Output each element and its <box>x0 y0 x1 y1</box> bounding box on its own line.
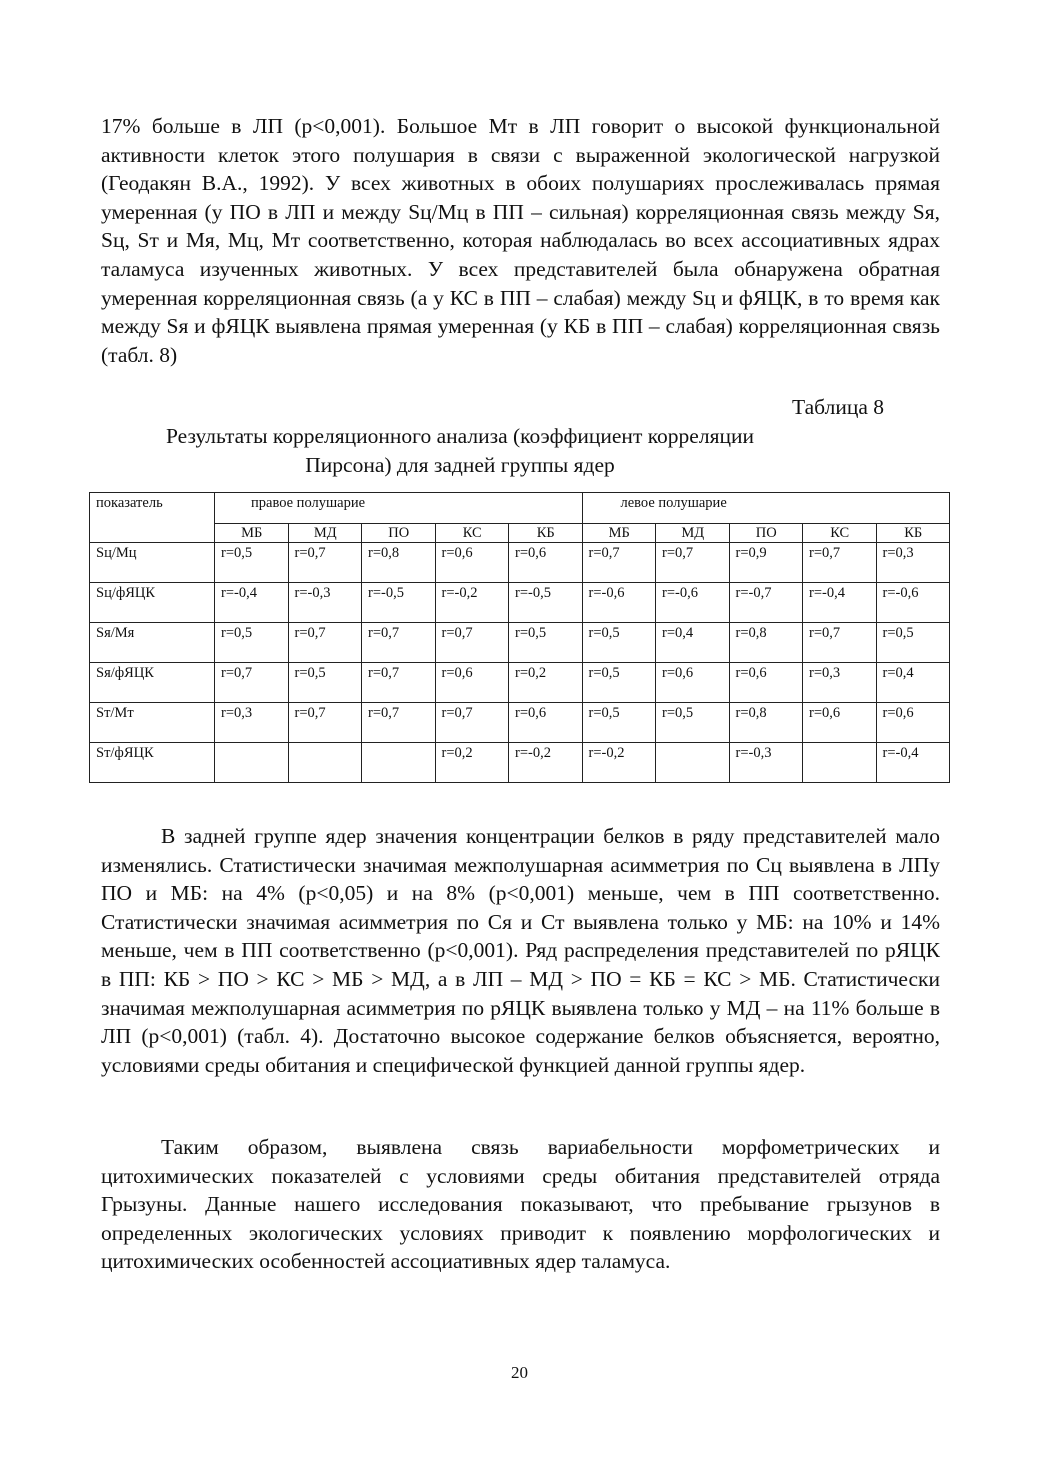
row-label: Sя/Мя <box>90 623 215 663</box>
table-cell: r=0,6 <box>435 663 509 703</box>
header-right-hemisphere: правое полушарие <box>215 493 583 524</box>
paragraph-conclusion: Таким образом, выявлена связь вариабельности морфометрических и цитохимических показателей с условиями среды обитания представителей отряда Грызуны. Данные нашего исследования показывают, что пребывание грызунов в определенных экологических условиях приводит к появлению морфологических и цитохимических особенностей ассоциативных ядер таламуса. <box>101 1135 940 1274</box>
table-cell: r=-0,2 <box>582 743 656 783</box>
table-cell: r=-0,4 <box>876 743 950 783</box>
table-cell: r=0,6 <box>509 703 583 743</box>
table-cell <box>803 743 877 783</box>
table-cell: r=0,6 <box>803 703 877 743</box>
table-cell: r=-0,3 <box>288 583 362 623</box>
table-cell: r=0,7 <box>215 663 289 703</box>
subheader-cell: МД <box>656 524 730 543</box>
table-cell: r=-0,2 <box>435 583 509 623</box>
table-cell: r=0,7 <box>656 543 730 583</box>
table-cell: r=0,8 <box>729 623 803 663</box>
table-cell: r=0,6 <box>656 663 730 703</box>
table-cell: r=0,7 <box>362 663 436 703</box>
table-cell: r=0,4 <box>656 623 730 663</box>
table-cell: r=0,6 <box>509 543 583 583</box>
table-cell: r=0,7 <box>288 623 362 663</box>
table-row <box>90 703 950 743</box>
subheader-cell: КБ <box>509 524 583 543</box>
subheader-cell: МД <box>288 524 362 543</box>
row-label: Sт/фЯЦК <box>90 743 215 783</box>
table-cell: r=0,5 <box>215 623 289 663</box>
table-cell: r=0,2 <box>435 743 509 783</box>
table-cell: r=-0,6 <box>656 583 730 623</box>
row-label: Sц/Мц <box>90 543 215 583</box>
table-cell <box>215 743 289 783</box>
table-row <box>90 583 950 623</box>
header-left-hemisphere: левое полушарие <box>582 493 950 524</box>
subheader-cell: МБ <box>582 524 656 543</box>
table-cell <box>656 743 730 783</box>
table-cell: r=0,6 <box>876 703 950 743</box>
table-cell: r=0,7 <box>803 623 877 663</box>
subheader-cell: МБ <box>215 524 289 543</box>
header-indicator: показатель <box>90 493 215 543</box>
correlation-table <box>89 492 950 783</box>
table-cell: r=-0,7 <box>729 583 803 623</box>
table-cell: r=0,7 <box>362 703 436 743</box>
table-cell: r=-0,6 <box>876 583 950 623</box>
table-cell: r=0,3 <box>803 663 877 703</box>
table-cell: r=0,5 <box>509 623 583 663</box>
table-cell: r=0,5 <box>656 703 730 743</box>
table-caption <box>100 422 940 479</box>
table-cell: r=0,7 <box>362 623 436 663</box>
table-cell: r=-0,3 <box>729 743 803 783</box>
paragraph-intro: 17% больше в ЛП (p<0,001). Большое Мт в ЛП говорит о высокой функциональной активности клеток этого полушария в связи с выраженной экологической нагрузкой (Геодакян В.А., 1992). У всех животных в обоих полушариях прослеживалась прямая умеренная (у ПО в ЛП и между Sц/Мц в ПП – сильная) корреляционная связь между Sя, Sц, Sт и Мя, Мц, Мт соответственно, которая наблюдалась во всех ассоциативных ядрах таламуса изученных животных. У всех представителей была обнаружена обратная умеренная корреляционная связь (а у КС в ПП – слабая) между Sц и фЯЦК, в то время как между Sя и фЯЦК выявлена прямая умеренная (у КБ в ПП – слабая) корреляционная связь (табл. 8) <box>101 114 940 367</box>
subheader-cell: КС <box>803 524 877 543</box>
table-cell: r=0,9 <box>729 543 803 583</box>
table-cell: r=0,7 <box>582 543 656 583</box>
table-cell <box>288 743 362 783</box>
table-cell: r=0,7 <box>288 703 362 743</box>
table-cell: r=0,5 <box>582 623 656 663</box>
table-cell: r=0,7 <box>288 543 362 583</box>
table-cell: r=0,5 <box>215 543 289 583</box>
table-cell: r=-0,6 <box>582 583 656 623</box>
row-label: Sц/фЯЦК <box>90 583 215 623</box>
table-cell: r=0,8 <box>729 703 803 743</box>
table-cell: r=-0,5 <box>509 583 583 623</box>
paragraph-posterior-group: В задней группе ядер значения концентрации белков в ряду представителей мало изменялись. Статистически значимая межполушарная асимметрия по Сц выявлена в ЛПу ПО и МБ: на 4% (p<0,05) и на 8% (p<0,001) меньше, чем в ПП соответственно. Статистически значимая асимметрия по Ся и Ст выявлена только у МБ: на 10% и 14% меньше, чем в ПП соответственно (p<0,001). Ряд распределения представителей по рЯЦК в ПП: КБ > ПО > КС > МБ > МД, а в ЛП – МД > ПО = КБ = КС > МБ. Статистически значимая межполушарная асимметрия по рЯЦК выявлена только у МД – на 11% больше в ЛП (p<0,001) (табл. 4). Достаточно высокое содержание белков объясняется, вероятно, условиями среды обитания и специфической функцией данной группы ядер. <box>101 824 940 1077</box>
table-row <box>90 743 950 783</box>
row-label: Sя/фЯЦК <box>90 663 215 703</box>
table-cell <box>362 743 436 783</box>
table-row <box>90 623 950 663</box>
table-cell: r=0,4 <box>876 663 950 703</box>
table-cell: r=0,6 <box>729 663 803 703</box>
table-cell: r=0,5 <box>876 623 950 663</box>
table-cell: r=0,7 <box>435 623 509 663</box>
table-cell: r=0,6 <box>435 543 509 583</box>
table-cell: r=0,3 <box>876 543 950 583</box>
table-cell: r=-0,4 <box>215 583 289 623</box>
table-cell: r=0,5 <box>582 663 656 703</box>
table-row <box>90 663 950 703</box>
table-cell: r=-0,5 <box>362 583 436 623</box>
table-caption-line-1: Результаты корреляционного анализа (коэффициент корреляции <box>165 424 754 448</box>
table-cell: r=0,2 <box>509 663 583 703</box>
table-cell: r=0,3 <box>215 703 289 743</box>
page-number: 20 <box>511 1363 528 1382</box>
subheader-cell: ПО <box>729 524 803 543</box>
table-number-label: Таблица 8 <box>792 395 884 419</box>
table-cell: r=0,7 <box>803 543 877 583</box>
table-row <box>90 543 950 583</box>
table-cell: r=0,7 <box>435 703 509 743</box>
subheader-cell: ПО <box>362 524 436 543</box>
table-cell: r=-0,4 <box>803 583 877 623</box>
table-cell: r=0,8 <box>362 543 436 583</box>
table-cell: r=-0,2 <box>509 743 583 783</box>
row-label: Sт/Мт <box>90 703 215 743</box>
subheader-cell: КС <box>435 524 509 543</box>
subheader-cell: КБ <box>876 524 950 543</box>
table-cell: r=0,5 <box>582 703 656 743</box>
table-cell: r=0,5 <box>288 663 362 703</box>
table-caption-line-2: Пирсона) для задней группы ядер <box>305 452 615 477</box>
